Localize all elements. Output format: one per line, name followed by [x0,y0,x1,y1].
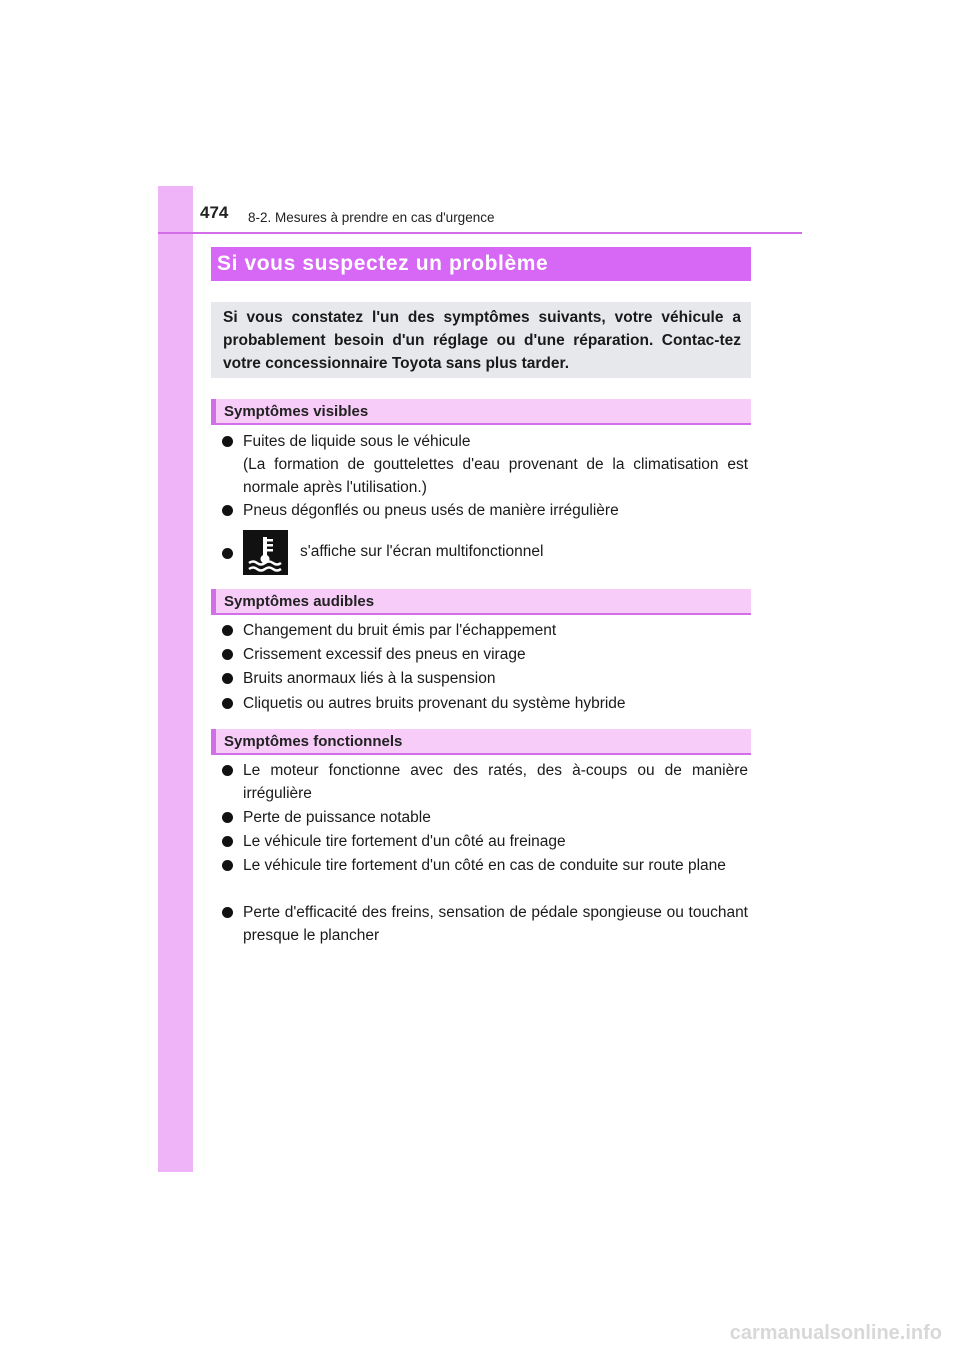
coolant-temperature-warning-icon-svg [243,530,288,575]
list-item-text: Crissement excessif des pneus en virage [243,646,526,663]
list-item-text: Bruits anormaux liés à la suspension [243,670,496,687]
page-number: 474 [200,203,229,222]
bullet-icon [222,765,233,776]
bullet-icon [222,436,233,447]
chapter-title: 8-2. Mesures à prendre en cas d'urgence [248,210,495,225]
bullet-icon [222,698,233,709]
list-item [222,806,748,829]
visible-symptoms-heading: Symptômes visibles [211,399,751,425]
bullet-icon [222,907,233,918]
list-item [222,830,748,853]
list-item-note: (La formation de gouttelettes d'eau provenant de la climatisation est normale après l'utilisation.) [243,456,748,496]
bullet-icon [222,625,233,636]
icon-message-text: s'affiche sur l'écran multifonctionnel [300,543,544,560]
list-item-text: Cliquetis ou autres bruits provenant du système hybride [243,695,626,712]
list-item [222,901,748,947]
bullet-icon [222,860,233,871]
list-item-text: Pneus dégonflés ou pneus usés de manière irrégulière [243,502,619,519]
list-item [222,667,748,690]
list-item-text: Perte d'efficacité des freins, sensation de pédale spongieuse ou touchant presque le plancher [243,904,748,944]
list-item [222,619,748,642]
list-item-text: Le véhicule tire fortement d'un côté au freinage [243,833,566,850]
bullet-icon [222,548,233,559]
header-rule [158,232,802,234]
list-item [222,759,748,805]
list-item-text: Changement du bruit émis par l'échappement [243,622,557,639]
list-item-text: Le véhicule tire fortement d'un côté en cas de conduite sur route plane [243,857,726,874]
list-item [222,499,748,522]
intro-box: Si vous constatez l'un des symptômes suivants, votre véhicule a probablement besoin d'un réglage ou d'une réparation. Contac-tez votre concessionnaire Toyota sans plus tarder. [211,302,751,378]
bullet-icon [222,649,233,660]
bullet-icon [222,673,233,684]
list-item-text: Le moteur fonctionne avec des ratés, des à-coups ou de manière irrégulière [243,762,748,802]
watermark: carmanualsonline.info [729,1322,942,1344]
chapter-side-tab [158,186,193,1172]
list-item [222,430,748,499]
section-title: Si vous suspectez un problème [211,247,751,281]
functional-symptoms-heading: Symptômes fonctionnels [211,729,751,755]
bullet-icon [222,812,233,823]
coolant-temperature-warning-icon [243,530,288,575]
list-item [222,692,748,715]
audible-symptoms-heading: Symptômes audibles [211,589,751,615]
list-item [222,854,748,877]
list-item [222,643,748,666]
bullet-icon [222,836,233,847]
bullet-icon [222,505,233,516]
list-item-text: Fuites de liquide sous le véhicule [243,433,471,450]
list-item-text: Perte de puissance notable [243,809,431,826]
